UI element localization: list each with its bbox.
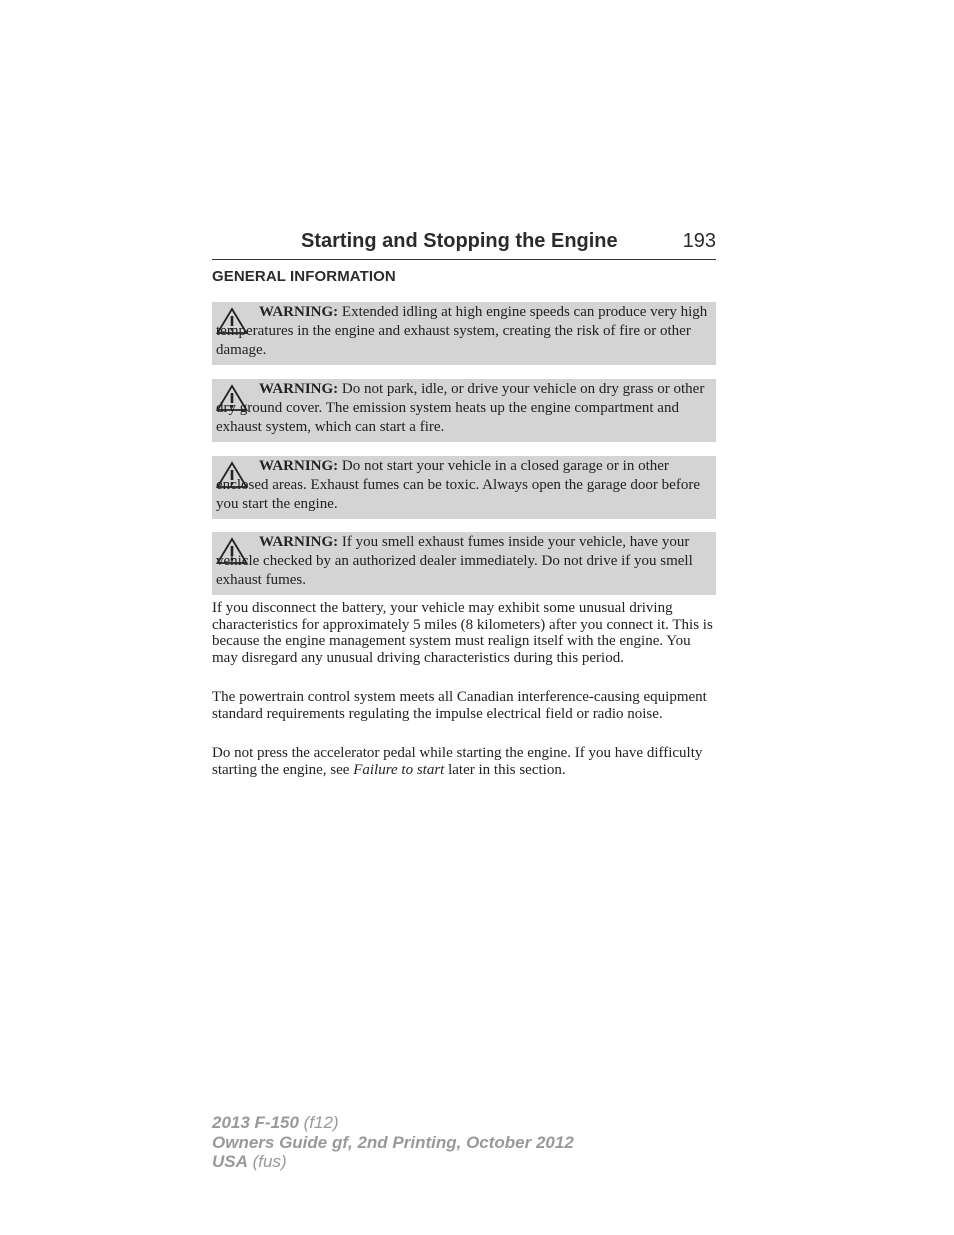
warning-label: WARNING:: [259, 458, 339, 474]
warning-text: [216, 303, 710, 360]
page-number: 193: [682, 230, 716, 252]
warning-label: WARNING:: [259, 534, 339, 550]
warning-label: WARNING:: [259, 304, 339, 320]
warning-body: Extended idling at high engine speeds can produce very high temperatures in the engine and exhaust system, creating the risk of fire or other damage.: [216, 304, 708, 358]
footer-model-code: (f12): [298, 1113, 339, 1132]
footer-model: 2013 F-150: [212, 1113, 299, 1132]
warning-body: Do not start your vehicle in a closed garage or in other enclosed areas. Exhaust fumes can be toxic. Always open the garage door before you start the engine.: [216, 458, 700, 512]
warning-box: [212, 456, 716, 519]
footer-edition: Owners Guide gf, 2nd Printing, October 2012: [212, 1132, 574, 1152]
warning-box: [212, 379, 716, 442]
cross-reference-link[interactable]: Failure to start: [353, 761, 445, 778]
paragraph-text: later in this section.: [444, 761, 566, 778]
warning-body: Do not park, idle, or drive your vehicle on dry grass or other dry ground cover. The emission system heats up the engine compartment and exhaust system, which can start a fire.: [216, 381, 705, 435]
chapter-title: Starting and Stopping the Engine: [301, 230, 618, 252]
paragraph-text: Do not press the accelerator pedal while starting the engine. If you have difficulty starting the engine, see: [212, 745, 703, 778]
warning-text: [216, 533, 710, 590]
warning-text: [216, 457, 710, 514]
warning-box: [212, 532, 716, 595]
footer-line: [212, 1133, 574, 1153]
warning-body: If you smell exhaust fumes inside your vehicle, have your vehicle checked by an authorized dealer immediately. Do not drive if you smell exhaust fumes.: [216, 534, 693, 588]
body-paragraph: If you disconnect the battery, your vehicle may exhibit some unusual driving characteristics for approximately 5 miles (8 kilometers) after you connect it. This is because the engine management system must realign itself with the engine. You may disregard any unusual driving characteristics during this period.: [212, 600, 713, 666]
footer-line: [212, 1113, 574, 1133]
footer-line: [212, 1152, 574, 1172]
warning-label: WARNING:: [259, 381, 339, 397]
footer-market: USA: [212, 1152, 248, 1171]
warning-box: [212, 302, 716, 365]
body-paragraph: The powertrain control system meets all Canadian interference-causing equipment standard requirements regulating the impulse electrical field or radio noise.: [212, 689, 707, 722]
warning-text: [216, 380, 710, 437]
page-header: [212, 229, 716, 260]
page-footer: [212, 1113, 574, 1172]
section-heading: GENERAL INFORMATION: [212, 268, 396, 285]
body-paragraph: [212, 745, 716, 778]
footer-market-code: (fus): [247, 1152, 287, 1171]
